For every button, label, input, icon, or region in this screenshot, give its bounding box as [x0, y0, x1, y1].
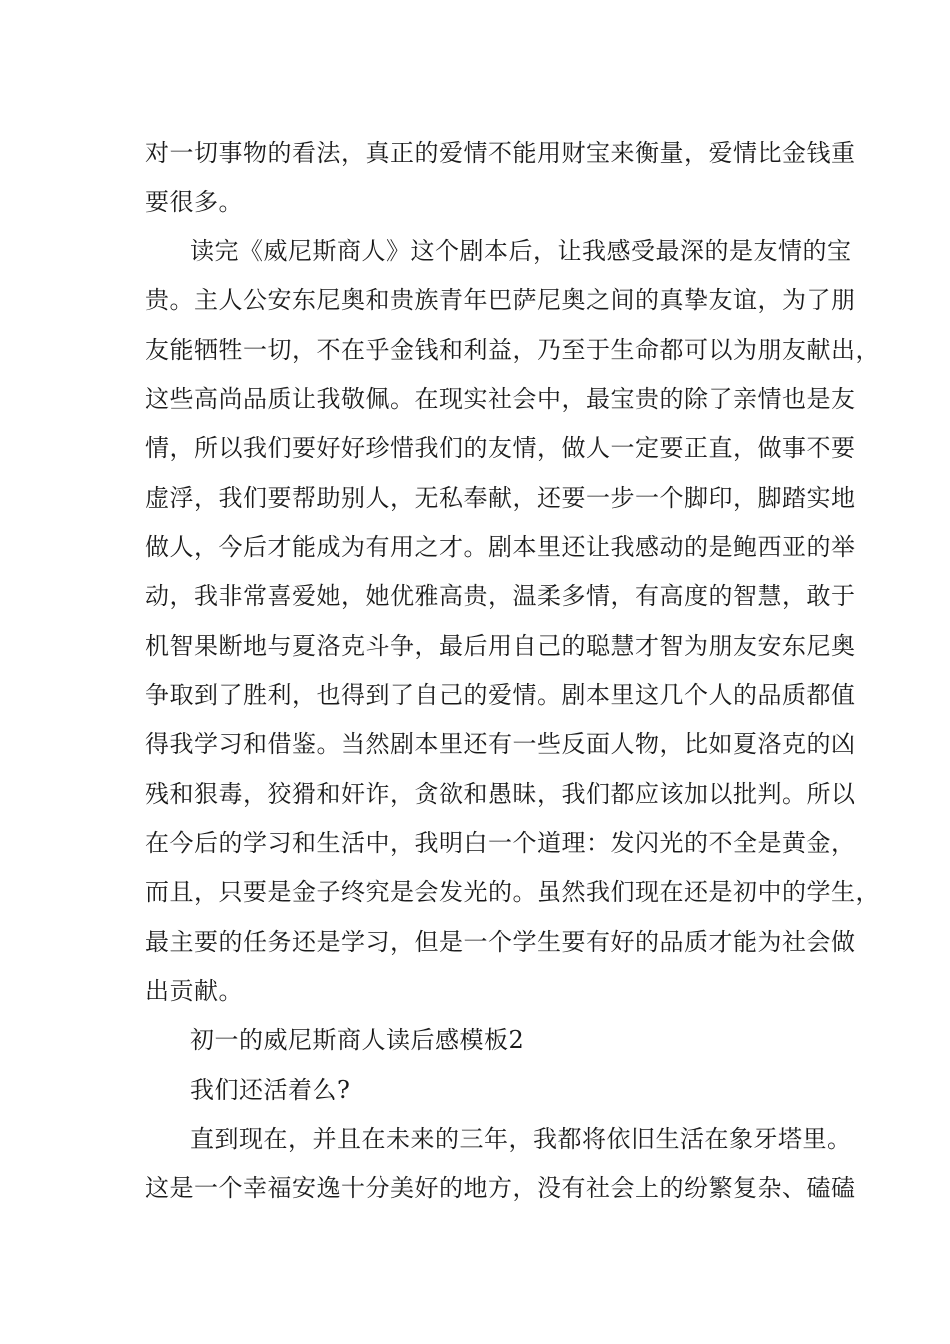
text-line: 动，我非常喜爱她，她优雅高贵，温柔多情，有高度的智慧，敢于 — [145, 582, 856, 610]
paragraph-start-line: 直到现在，并且在未来的三年，我都将依旧生活在象牙塔里。 — [190, 1125, 852, 1153]
text-line: 残和狠毒，狡猾和奸诈，贪欲和愚昧，我们都应该加以批判。所以 — [145, 780, 856, 808]
text-line: 机智果断地与夏洛克斗争，最后用自己的聪慧才智为朋友安东尼奥 — [145, 632, 856, 660]
text-line: 虚浮，我们要帮助别人，无私奉献，还要一步一个脚印，脚踏实地 — [145, 484, 856, 512]
text-line: 这是一个幸福安逸十分美好的地方，没有社会上的纷繁复杂、磕磕 — [145, 1174, 856, 1202]
paragraph-start-line: 读完《威尼斯商人》这个剧本后，让我感受最深的是友情的宝 — [190, 237, 852, 265]
text-line: 而且，只要是金子终究是会发光的。虽然我们现在还是初中的学生， — [145, 878, 880, 906]
text-line: 友能牺牲一切，不在乎金钱和利益，乃至于生命都可以为朋友献出， — [145, 336, 880, 364]
text-line: 对一切事物的看法，真正的爱情不能用财宝来衡量，爱情比金钱重 — [145, 139, 856, 167]
text-line: 得我学习和借鉴。当然剧本里还有一些反面人物，比如夏洛克的凶 — [145, 730, 856, 758]
section-heading: 初一的威尼斯商人读后感模板2 — [190, 1026, 525, 1054]
text-line: 情，所以我们要好好珍惜我们的友情，做人一定要正直，做事不要 — [145, 434, 856, 462]
text-line: 在今后的学习和生活中，我明白一个道理：发闪光的不全是黄金， — [145, 829, 856, 857]
text-line: 出贡献。 — [145, 977, 243, 1005]
text-line: 争取到了胜利，也得到了自己的爱情。剧本里这几个人的品质都值 — [145, 681, 856, 709]
text-line: 做人，今后才能成为有用之才。剧本里还让我感动的是鲍西亚的举 — [145, 533, 856, 561]
text-line: 要很多。 — [145, 188, 243, 216]
subtitle-line: 我们还活着么? — [190, 1076, 351, 1104]
text-line: 这些高尚品质让我敬佩。在现实社会中，最宝贵的除了亲情也是友 — [145, 385, 856, 413]
text-line: 贵。主人公安东尼奥和贵族青年巴萨尼奥之间的真挚友谊，为了朋 — [145, 286, 856, 314]
text-line: 最主要的任务还是学习，但是一个学生要有好的品质才能为社会做 — [145, 928, 856, 956]
